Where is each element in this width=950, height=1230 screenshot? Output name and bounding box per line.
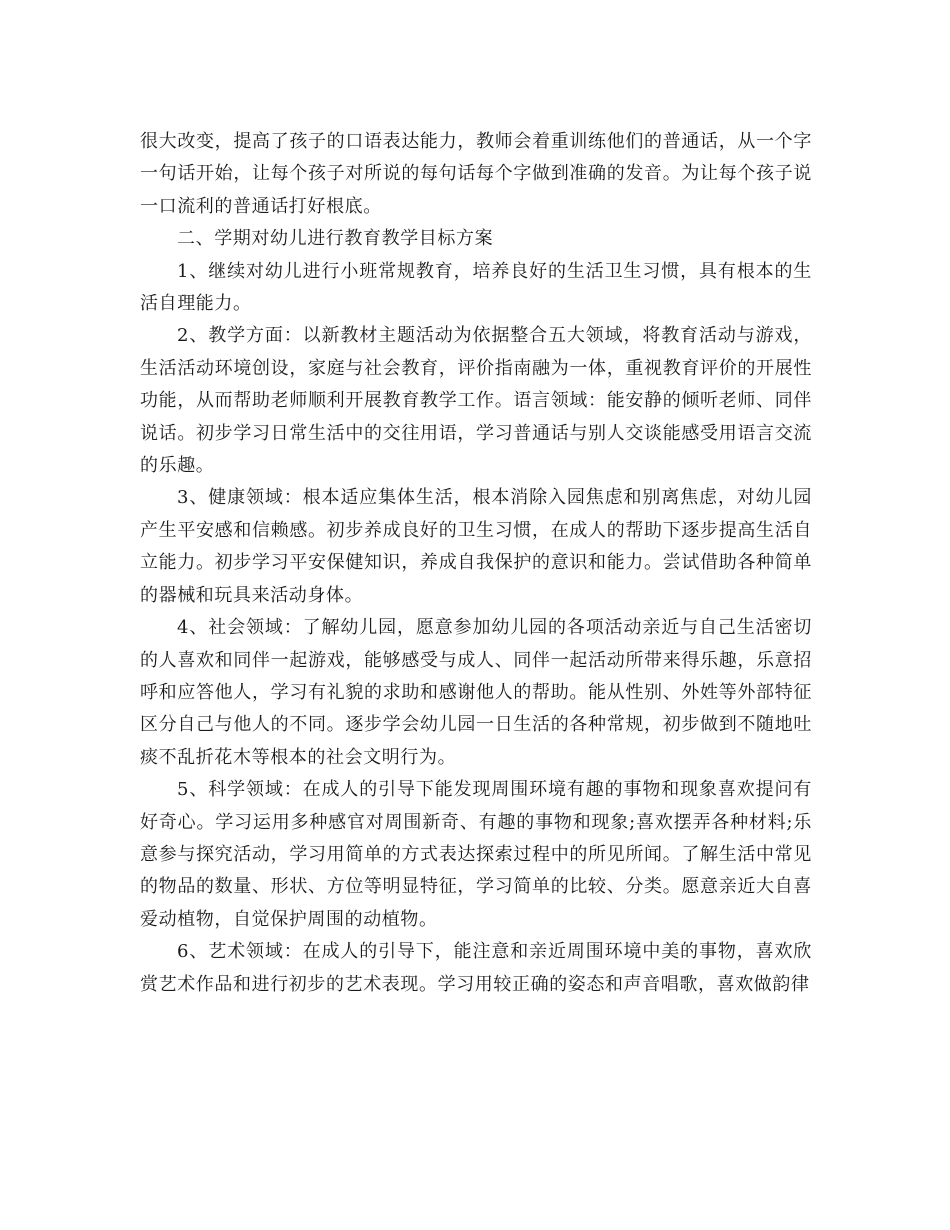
- paragraph-continuation: 很大改变，提高了孩子的口语表达能力，教师会着重训练他们的普通话，从一个字一句话开始，让每个孩子对所说的每句话每个字做到准确的发音。为让每个孩子说一口流利的普通话打好根底。: [140, 131, 812, 217]
- paragraph-item-4: 4、社会领域：了解幼儿园，愿意参加幼儿园的各项活动亲近与自己生活密切的人喜欢和同伴一起游戏，能够感受与成人、同伴一起活动所带来得乐趣，乐意招呼和应答他人，学习有礼貌的求助和感谢他人的帮助。能从性别、外姓等外部特征区分自己与他人的不同。逐步学会幼儿园一日生活的各种常规，初步做到不随地吐痰不乱折花木等根本的社会文明行为。: [140, 617, 812, 768]
- document-body: [140, 126, 812, 1001]
- paragraph-item-3: 3、健康领域：根本适应集体生活，根本消除入园焦虑和别离焦虑，对幼儿园产生平安感和信赖感。初步养成良好的卫生习惯，在成人的帮助下逐步提高生活自立能力。初步学习平安保健知识，养成自我保护的意识和能力。尝试借助各种简单的器械和玩具来活动身体。: [140, 487, 812, 606]
- section-heading: 二、学期对幼儿进行教育教学目标方案: [177, 228, 494, 250]
- paragraph-item-1: 1、继续对幼儿进行小班常规教育，培养良好的生活卫生习惯，具有根本的生活自理能力。: [140, 260, 812, 315]
- paragraph-item-6: 6、艺术领域：在成人的引导下，能注意和亲近周围环境中美的事物，喜欢欣赏艺术作品和进行初步的艺术表现。学习用较正确的姿态和声音唱歌，喜欢做韵律: [140, 941, 812, 995]
- paragraph-item-5: 5、科学领域：在成人的引导下能发现周围环境有趣的事物和现象喜欢提问有好奇心。学习运用多种感官对周围新奇、有趣的事物和现象;喜欢摆弄各种材料;乐意参与探究活动，学习用简单的方式表达探索过程中的所见所闻。了解生活中常见的物品的数量、形状、方位等明显特征，学习简单的比较、分类。愿意亲近大自喜爱动植物，自觉保护周围的动植物。: [140, 779, 812, 930]
- paragraph-item-2: 2、教学方面：以新教材主题活动为依据整合五大领域，将教育活动与游戏，生活活动环境创设，家庭与社会教育，评价指南融为一体，重视教育评价的开展性功能，从而帮助老师顺利开展教育教学工作。语言领域：能安静的倾听老师、同伴说话。初步学习日常生活中的交往用语，学习普通话与别人交谈能感受用语言交流的乐趣。: [140, 325, 812, 477]
